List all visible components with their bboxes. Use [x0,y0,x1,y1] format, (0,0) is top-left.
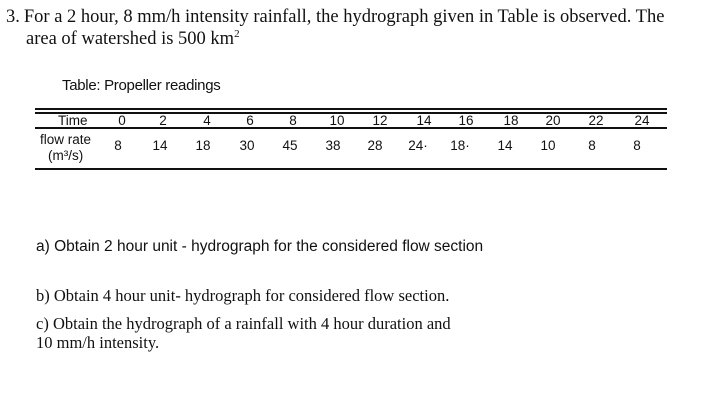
part-c-line-2: 10 mm/h intensity. [36,333,160,352]
time-cell: 0 [118,113,126,128]
flow-cell: 14 [152,138,168,153]
flow-cell: 14 [497,138,513,153]
flow-cell: 38 [325,138,341,153]
time-cell: 2 [159,113,167,128]
part-a: a) Obtain 2 hour unit - hydrograph for the considered flow section [36,238,484,255]
question-line-2 [6,28,706,50]
flow-rate-label [40,132,91,164]
flow-rate-label-text: flow rate [40,132,92,147]
flow-cell: 45 [282,138,298,153]
time-cell: 16 [458,113,474,128]
flow-cell: 8 [633,138,641,153]
flow-cell: 8 [114,138,122,153]
time-cell: 10 [329,113,345,128]
part-c [36,314,676,352]
flow-cell: 8 [588,138,596,153]
flow-cell: 18 [195,138,211,153]
time-cell: 18 [503,113,519,128]
flow-cell: 24· [408,138,428,153]
flow-cell: 28 [367,138,383,153]
question-number: 3. [6,7,20,27]
time-cell: 22 [588,113,604,128]
time-cell: 6 [246,113,254,128]
time-cell: 8 [289,113,297,128]
time-cell: 24 [634,113,650,128]
time-cell: 20 [545,113,561,128]
area-unit-exponent: 2 [234,27,240,40]
table-bottom-rule [35,168,667,170]
table-caption: Table: Propeller readings [62,77,221,94]
flow-cell: 30 [239,138,255,153]
time-cell: 4 [203,113,211,128]
time-label: Time [58,113,88,128]
question-line-2-text: area of watershed is 500 km [26,29,235,49]
flow-cell: 18· [450,138,470,153]
question-text [6,6,706,50]
question-line-1: For a 2 hour, 8 mm/h intensity rainfall, the hydrograph given in Table is observed. The [23,7,665,27]
time-cell: 14 [416,113,432,128]
part-b: b) Obtain 4 hour unit- hydrograph for considered flow section. [36,286,450,305]
flow-cell: 10 [540,138,556,153]
flow-rate-unit: (m³/s) [48,148,84,163]
table-top-rule [35,108,667,110]
part-c-line-1: c) Obtain the hydrograph of a rainfall with 4 hour duration and [36,314,451,333]
time-cell: 12 [372,113,388,128]
